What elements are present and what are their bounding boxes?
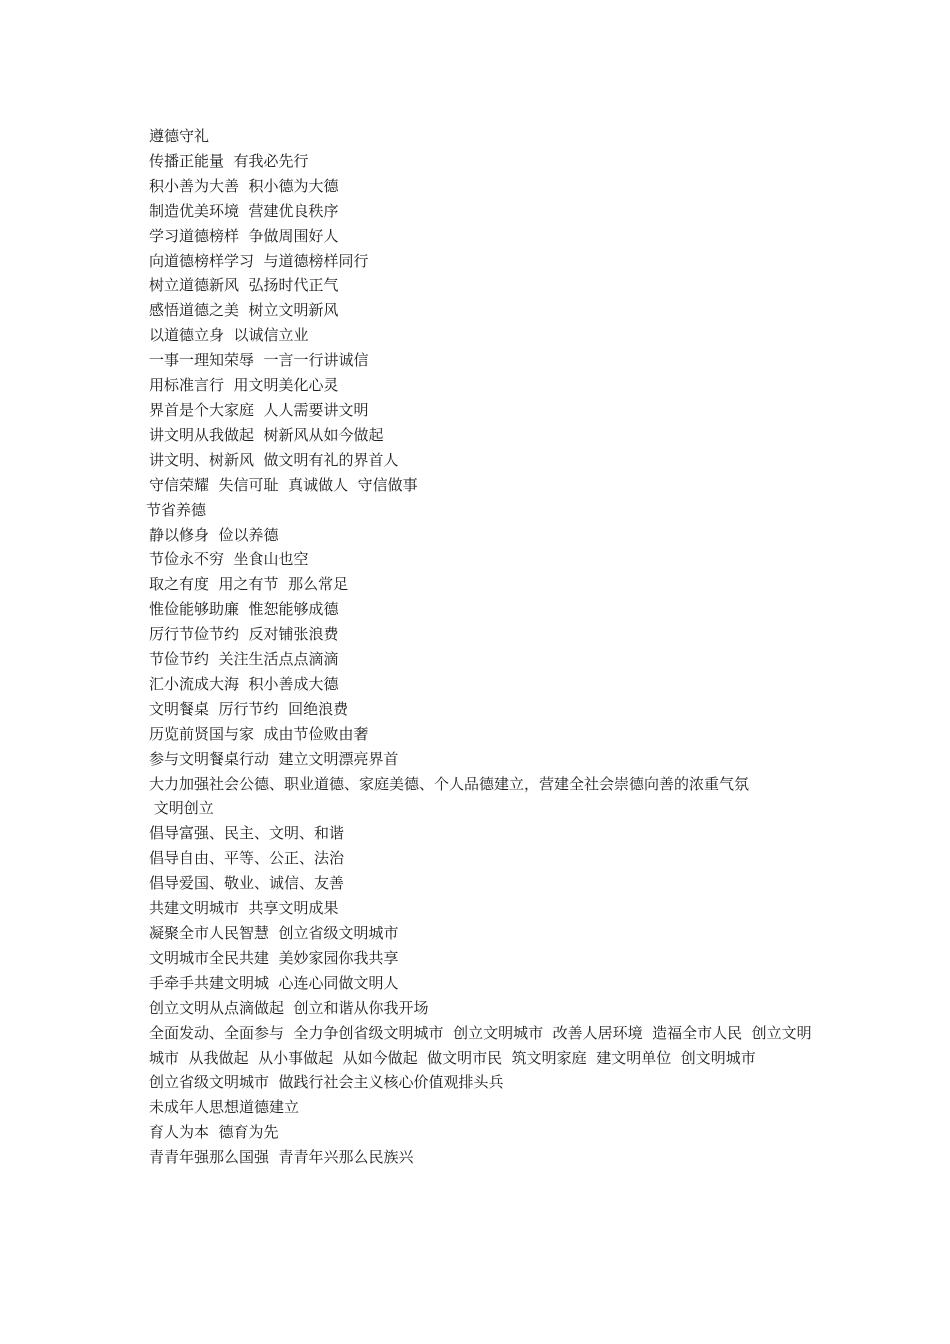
text-line: 文明城市全民共建 美妙家园你我共享 [149, 948, 399, 967]
text-line: 创立文明从点滴做起 创立和谐从你我开场 [149, 998, 429, 1017]
text-line: 节俭节约 关注生活点点滴滴 [149, 650, 339, 669]
text-line: 倡导爱国、敬业、诚信、友善 [149, 874, 345, 893]
text-line: 参与文明餐桌行动 建立文明漂亮界首 [149, 749, 399, 768]
section-heading: 文明创立 [149, 799, 214, 818]
text-line: 树立道德新风 弘扬时代正气 [149, 276, 339, 295]
text-line: 取之有度 用之有节 那么常足 [149, 575, 349, 594]
text-line: 用标准言行 用文明美化心灵 [149, 376, 339, 395]
text-line: 育人为本 德育为先 [149, 1123, 279, 1142]
text-line: 惟俭能够助廉 惟恕能够成德 [149, 600, 339, 619]
text-line: 历览前贤国与家 成由节俭败由奢 [149, 724, 369, 743]
text-line: 共建文明城市 共享文明成果 [149, 899, 339, 918]
text-line: 汇小流成大海 积小善成大德 [149, 674, 339, 693]
text-line: 遵德守礼 [149, 127, 210, 145]
text-line: 文明餐桌 厉行节约 回绝浪费 [149, 699, 349, 718]
text-line: 创立省级文明城市 做践行社会主义核心价值观排头兵 [149, 1073, 504, 1092]
text-paragraph: 大力加强社会公德、职业道德、家庭美德、个人品德建立，营建全社会崇德向善的浓重气氛 [149, 774, 750, 793]
text-line: 厉行节俭节约 反对铺张浪费 [149, 625, 339, 644]
text-line: 守信荣耀 失信可耻 真诚做人 守信做事 [149, 475, 418, 494]
document-body [146, 124, 812, 1170]
text-line: 以道德立身 以诚信立业 [149, 326, 309, 345]
text-line: 凝聚全市人民智慧 创立省级文明城市 [149, 924, 399, 942]
section-heading: 未成年人思想道德建立 [149, 1098, 300, 1117]
text-line: 讲文明从我做起 树新风从如今做起 [149, 425, 384, 444]
text-line: 手牵手共建文明城 心连心同做文明人 [149, 973, 399, 992]
text-line: 感悟道德之美 树立文明新风 [149, 301, 339, 320]
text-line: 传播正能量 有我必先行 [149, 151, 309, 170]
text-line: 界首是个大家庭 人人需要讲文明 [149, 400, 369, 419]
text-paragraph: 全面发动、全面参与 全力争创省级文明城市 创立文明城市 改善人居环境 造福全市人民 创立文明城市 从我做起 从小事做起 从如今做起 做文明市民 筑文明家庭 建文明单位 创文明城市 [149, 1023, 812, 1067]
section-heading: 节省养德 [146, 500, 207, 519]
text-line: 向道德榜样学习 与道德榜样同行 [149, 251, 369, 270]
text-line: 学习道德榜样 争做周围好人 [149, 226, 339, 245]
text-line: 积小善为大善 积小德为大德 [149, 176, 339, 195]
text-line: 一事一理知荣辱 一言一行讲诚信 [149, 351, 369, 370]
text-line: 倡导富强、民主、文明、和谐 [149, 824, 345, 843]
text-line: 倡导自由、平等、公正、法治 [149, 849, 345, 868]
text-line: 制造优美环境 营建优良秩序 [149, 201, 339, 220]
text-line: 静以修身 俭以养德 [149, 525, 279, 544]
text-line: 青青年强那么国强 青青年兴那么民族兴 [149, 1148, 414, 1167]
text-line: 节俭永不穷 坐食山也空 [149, 550, 309, 569]
text-line: 讲文明、树新风 做文明有礼的界首人 [149, 450, 399, 469]
